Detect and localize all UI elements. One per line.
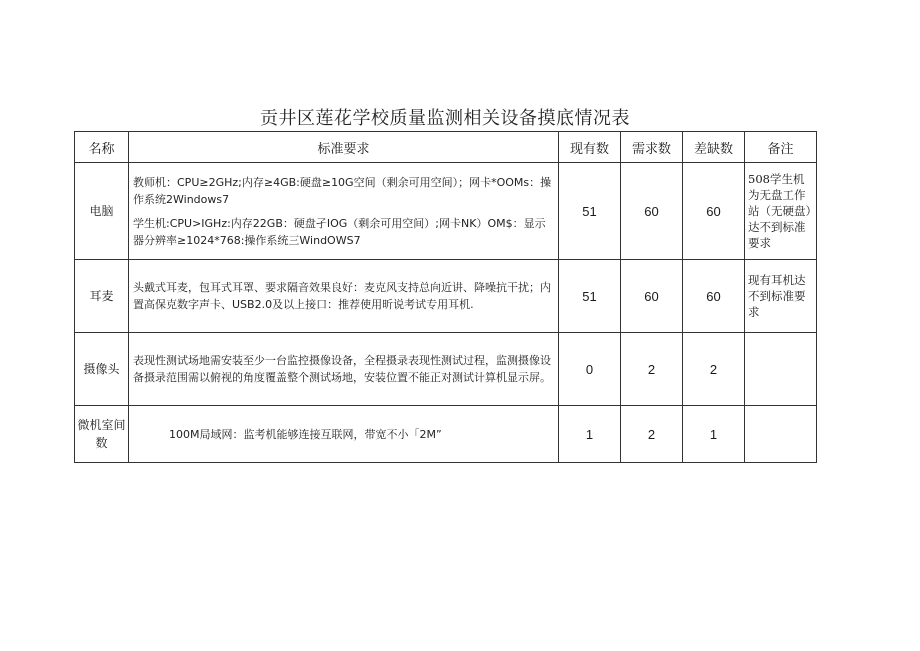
header-standard: 标准要求 <box>129 132 559 163</box>
row-shortage: 60 <box>683 163 745 260</box>
standard-line: 表现性测试场地需安装至少一台监控摄像设备，全程摄录表现性测试过程，监测摄像设备摄录范围需以俯视的角度覆盖整个测试场地，安装位置不能正对测试计算机显示屏。 <box>133 354 551 384</box>
row-required: 60 <box>621 260 683 333</box>
row-existing: 51 <box>559 260 621 333</box>
document-title: 贡井区莲花学校质量监测相关设备摸底情况表 <box>260 108 630 129</box>
row-required: 2 <box>621 333 683 406</box>
header-name: 名称 <box>75 132 129 163</box>
standard-line: 头戴式耳麦，包耳式耳罩、要求隔音效果良好：麦克风支持总向近讲、降噪抗干扰；内置高保克数字声卡、USB2.0及以上接口：推荐使用昕说考试专用耳机. <box>133 281 551 311</box>
table-header-row <box>75 132 817 163</box>
row-standard <box>129 333 559 406</box>
row-name: 摄像头 <box>75 333 129 406</box>
standard-line: 100M局域网：监考机能够连接互联网，带宽不小「2M” <box>169 427 442 441</box>
row-shortage: 1 <box>683 406 745 463</box>
row-standard <box>129 406 559 463</box>
row-existing: 51 <box>559 163 621 260</box>
row-existing: 0 <box>559 333 621 406</box>
row-required: 2 <box>621 406 683 463</box>
header-existing: 现有数 <box>559 132 621 163</box>
row-note <box>745 333 817 406</box>
row-shortage: 60 <box>683 260 745 333</box>
header-required: 需求数 <box>621 132 683 163</box>
row-existing: 1 <box>559 406 621 463</box>
standard-line: 学生机:CPU>IGHz:内存22GB：硬盘孑IOG（剩余可用空间）;网卡NK）OM$：显示器分辨率≥1024*768:操作系统三WindOWS7 <box>133 216 546 247</box>
header-notes: 备注 <box>745 132 817 163</box>
row-standard <box>129 260 559 333</box>
header-shortage: 差缺数 <box>683 132 745 163</box>
row-name: 电脑 <box>75 163 129 260</box>
table-row <box>75 333 817 406</box>
row-note <box>745 406 817 463</box>
row-note: 508学生机为无盘工作站（无硬盘）达不到标准要求 <box>745 163 817 260</box>
row-note: 现有耳机达不到标准要求 <box>745 260 817 333</box>
row-name: 微机室间数 <box>75 406 129 463</box>
row-required: 60 <box>621 163 683 260</box>
row-name: 耳麦 <box>75 260 129 333</box>
row-standard <box>129 163 559 260</box>
standard-line: 教师机：CPU≥2GHz;内存≥4GB:硬盘≥10G空间（剩余可用空间）；网卡*OOMs：操作系统2Windows7 <box>133 175 552 206</box>
table-row <box>75 163 817 260</box>
equipment-survey-table <box>74 131 817 463</box>
table-row <box>75 406 817 463</box>
table-row <box>75 260 817 333</box>
row-shortage: 2 <box>683 333 745 406</box>
